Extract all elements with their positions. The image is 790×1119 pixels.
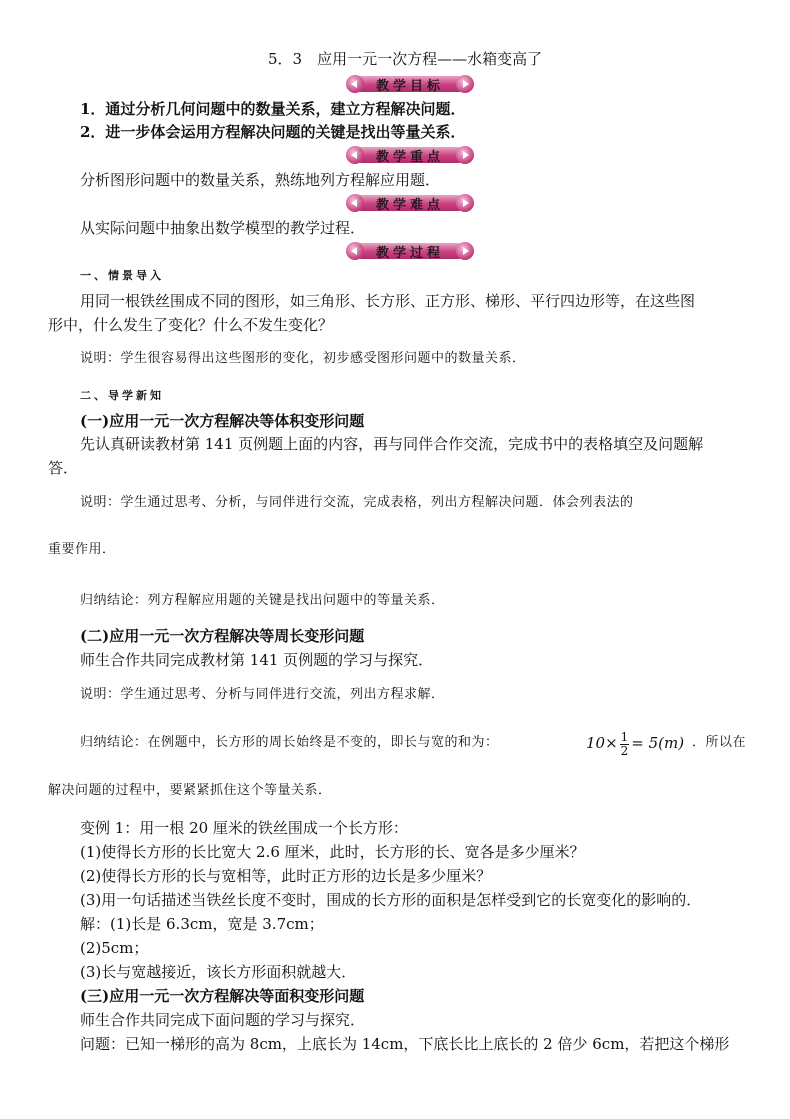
subsection1-note-line1: 说明：学生通过思考、分析，与同伴进行交流，完成表格，列出方程解决问题．体会列表法的 <box>80 495 634 510</box>
subsection1-note-line2: 重要作用． <box>48 542 116 557</box>
subsection2-heading: (二)应用一元一次方程解决等周长变形问题 <box>80 627 365 645</box>
subsection1-heading: (一)应用一元一次方程解决等体积变形问题 <box>80 412 365 430</box>
formula <box>586 725 684 761</box>
key-text: 分析图形问题中的数量关系，熟练地列方程解应用题． <box>80 171 441 189</box>
answer-1: 解：(1)长是 6.3cm，宽是 3.7cm； <box>80 915 324 933</box>
arrow-right-icon <box>456 194 474 212</box>
arrow-right-icon <box>456 242 474 260</box>
subsection1-paragraph-line1: 先认真研读教材第 141 页例题上面的内容，再与同伴合作交流，完成书中的表格填空及问题解 <box>80 435 704 453</box>
variant-question-3: (3)用一句话描述当铁丝长度不变时，围成的长方形的面积是怎样受到它的长宽变化的影响的． <box>80 891 702 909</box>
answer-3: (3)长与宽越接近，该长方形面积就越大． <box>80 963 357 981</box>
difficult-text: 从实际问题中抽象出数学模型的教学过程． <box>80 219 366 237</box>
variant-question-2: (2)使得长方形的长与宽相等，此时正方形的边长是多少厘米？ <box>80 867 492 885</box>
subsection2-note: 说明：学生通过思考、分析与同伴进行交流，列出方程求解． <box>80 687 445 702</box>
subsection2-conclusion-tail: ．所以在 <box>692 735 747 750</box>
subsection2-paragraph: 师生合作共同完成教材第 141 页例题的学习与探究． <box>80 651 434 669</box>
arrow-left-icon <box>346 75 364 93</box>
section1-note: 说明：学生很容易得出这些图形的变化，初步感受图形问题中的数量关系． <box>80 351 526 366</box>
page-title: 5．3 应用一元一次方程——水箱变高了 <box>268 50 543 68</box>
formula-tail: = 5(m) <box>631 734 685 752</box>
arrow-left-icon <box>346 194 364 212</box>
fraction: $\frac{1}{2}$ <box>620 729 629 758</box>
section2-heading: 二、导学新知 <box>80 389 164 402</box>
subsection1-conclusion: 归纳结论：列方程解应用题的关键是找出问题中的等量关系． <box>80 593 445 608</box>
subsection2-conclusion-line2: 解决问题的过程中，要紧紧抓住这个等量关系． <box>48 783 332 798</box>
arrow-right-icon <box>456 75 474 93</box>
problem-text: 问题：已知一梯形的高为 8cm，上底长为 14cm，下底长比上底长的 2 倍少 6cm，若把这个梯形 <box>80 1035 730 1053</box>
subsection3-paragraph: 师生合作共同完成下面问题的学习与探究． <box>80 1011 366 1029</box>
banner-teaching-process: 教学过程 <box>346 241 474 261</box>
banner-teaching-goals: 教学目标 <box>346 74 474 94</box>
goal-2: 2．进一步体会运用方程解决问题的关键是找出等量关系． <box>80 123 466 141</box>
answer-2: (2)5cm； <box>80 939 149 957</box>
arrow-left-icon <box>346 146 364 164</box>
subsection3-heading: (三)应用一元一次方程解决等面积变形问题 <box>80 987 365 1005</box>
subsection1-paragraph-line2: 答． <box>48 459 79 477</box>
banner-difficult-points: 教学难点 <box>346 193 474 213</box>
section1-paragraph-line1: 用同一根铁丝围成不同的图形，如三角形、长方形、正方形、梯形、平行四边形等，在这些图 <box>80 292 696 310</box>
variant-title: 变例 1：用一根 20 厘米的铁丝围成一个长方形： <box>80 819 408 837</box>
section1-heading: 一、情景导入 <box>80 269 164 282</box>
goal-1: 1．通过分析几何问题中的数量关系，建立方程解决问题． <box>80 100 466 118</box>
banner-key-points: 教学重点 <box>346 145 474 165</box>
section1-paragraph-line2: 形中，什么发生了变化？什么不发生变化？ <box>48 316 334 334</box>
formula-lead: 10× <box>586 734 618 752</box>
subsection2-conclusion-line1: 归纳结论：在例题中，长方形的周长始终是不变的，即长与宽的和为： <box>80 735 499 750</box>
arrow-left-icon <box>346 242 364 260</box>
arrow-right-icon <box>456 146 474 164</box>
variant-question-1: (1)使得长方形的长比宽大 2.6 厘米，此时，长方形的长、宽各是多少厘米？ <box>80 843 585 861</box>
